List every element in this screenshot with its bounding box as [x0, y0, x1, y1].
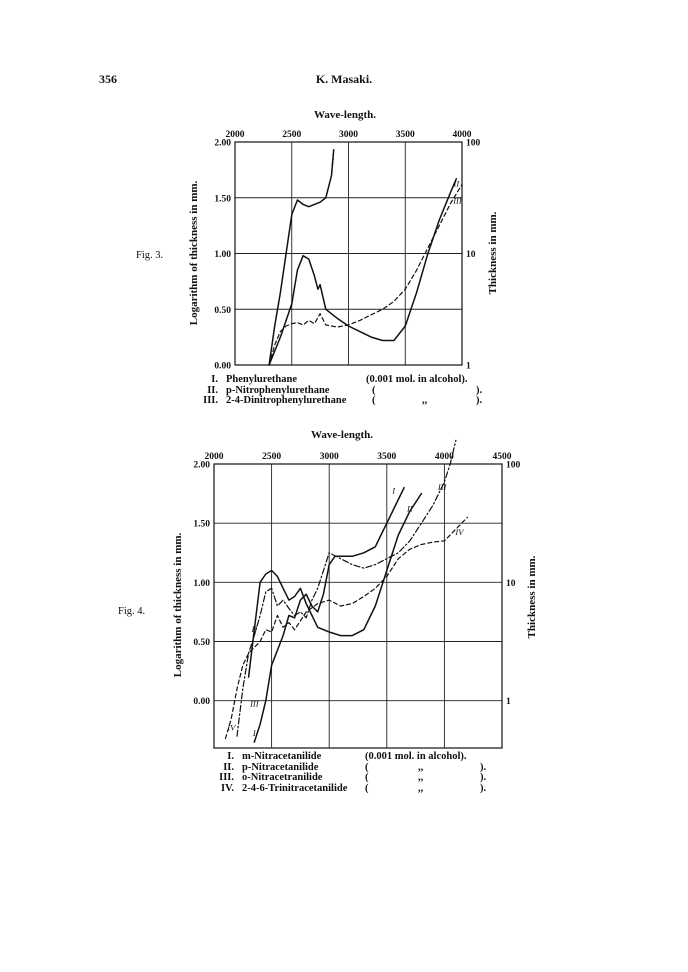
curve-label: II [251, 624, 258, 635]
legend-compound: m-Nitracetanilide [242, 751, 322, 762]
x-tick-label: 3500 [377, 452, 397, 462]
legend-close: ). [476, 395, 483, 406]
curve-end-label: III [437, 482, 447, 493]
curve-label: I [331, 156, 335, 167]
y-tick-label: 0.00 [193, 697, 210, 708]
legend-ditto: ,, [422, 395, 428, 406]
figure-4-label: Fig. 4. [118, 606, 146, 617]
figure-4-title: Wave-length. [310, 429, 374, 441]
y-tick-label: 1.00 [193, 578, 210, 589]
right-tick-label: 1 [466, 361, 471, 372]
legend-close: ). [480, 782, 487, 794]
curve-end-label: I [392, 485, 396, 496]
x-tick-label: 2000 [225, 130, 245, 140]
legend-row [212, 784, 512, 795]
legend-ditto: ,, [418, 772, 424, 783]
curve-end-label: II [407, 503, 413, 514]
figure-3-title: Wave-length. [313, 109, 377, 121]
legend-note: ( [365, 761, 369, 773]
legend-number: I. [227, 751, 234, 762]
legend-compound: 2-4-Dinitrophenylurethane [226, 395, 347, 406]
figure-3-label: Fig. 3. [136, 250, 164, 261]
legend-close: ). [476, 384, 483, 396]
series-line-IV [226, 517, 468, 738]
legend-ditto: ,, [418, 782, 424, 794]
legend-note: ( [365, 772, 369, 783]
curve-label: III [250, 698, 259, 709]
legend-compound: p-Nitracetanilide [242, 761, 319, 773]
right-tick-label: 10 [506, 578, 516, 589]
y-tick-label: 1.50 [214, 194, 231, 205]
figure-4-ylabel-right: Thickness in mm. [526, 555, 538, 639]
x-tick-label: 3000 [319, 452, 339, 462]
legend-number: II. [223, 761, 234, 773]
legend-row [212, 752, 512, 763]
y-tick-label: 1.00 [214, 250, 231, 260]
curve-label: III [453, 195, 462, 206]
legend-compound: p-Nitrophenylurethane [226, 384, 330, 396]
curve-label: II [453, 178, 460, 189]
curve-end-label: IV [455, 527, 464, 537]
legend-row [196, 396, 496, 407]
x-tick-label: 2500 [282, 130, 302, 140]
figure-3-legend [196, 375, 496, 407]
series-line-II [249, 494, 422, 677]
legend-note: ( [372, 395, 376, 406]
legend-number: III. [219, 772, 234, 783]
right-tick-label: 100 [506, 460, 521, 471]
running-head: K. Masaki. [315, 72, 373, 86]
x-tick-label: 3500 [395, 130, 415, 140]
x-tick-label: 4000 [434, 452, 454, 462]
legend-number: III. [203, 395, 218, 406]
figure-3-ylabel-left: Logarithm of thickness in mm. [188, 180, 200, 326]
legend-note: (0.001 mol. in alcohol). [365, 751, 467, 762]
series-line-III [237, 440, 456, 739]
legend-ditto: ,, [418, 761, 424, 773]
curve-label: IV [227, 722, 236, 733]
legend-compound: o-Nitracetranilide [242, 772, 323, 783]
y-tick-label: 2.00 [193, 460, 210, 471]
legend-note: ( [365, 782, 369, 794]
figure-4-ylabel-left: Logarithm of thickness in mm. [172, 532, 184, 678]
x-tick-label: 2500 [262, 452, 282, 462]
legend-note: (0.001 mol. in alcohol). [366, 374, 468, 385]
y-tick-label: 2.00 [214, 138, 231, 149]
legend-number: IV. [221, 782, 234, 794]
legend-close: ). [480, 761, 487, 773]
y-tick-label: 0.50 [214, 305, 231, 316]
legend-compound: Phenylurethane [226, 374, 297, 385]
legend-number: I. [211, 374, 218, 385]
legend-row [212, 773, 512, 784]
figure-3-ylabel-right: Thickness in mm. [487, 211, 499, 295]
x-tick-label: 3000 [339, 130, 358, 140]
x-tick-label: 4000 [452, 130, 472, 140]
legend-row [196, 375, 496, 386]
x-tick-label: 2000 [204, 452, 224, 462]
figure-4-legend [212, 752, 512, 794]
right-tick-label: 100 [466, 138, 481, 149]
right-tick-label: 1 [506, 697, 511, 708]
legend-close: ). [480, 772, 487, 783]
legend-compound: 2-4-6-Trinitracetanilide [242, 782, 348, 794]
page-number: 356 [99, 72, 117, 86]
y-tick-label: 1.50 [193, 519, 210, 530]
legend-note: ( [372, 384, 376, 396]
right-tick-label: 10 [466, 250, 476, 260]
y-tick-label: 0.00 [214, 361, 231, 372]
legend-number: II. [207, 384, 218, 396]
curve-label: I [252, 728, 256, 739]
y-tick-label: 0.50 [193, 638, 210, 648]
x-tick-label: 4500 [492, 452, 512, 462]
